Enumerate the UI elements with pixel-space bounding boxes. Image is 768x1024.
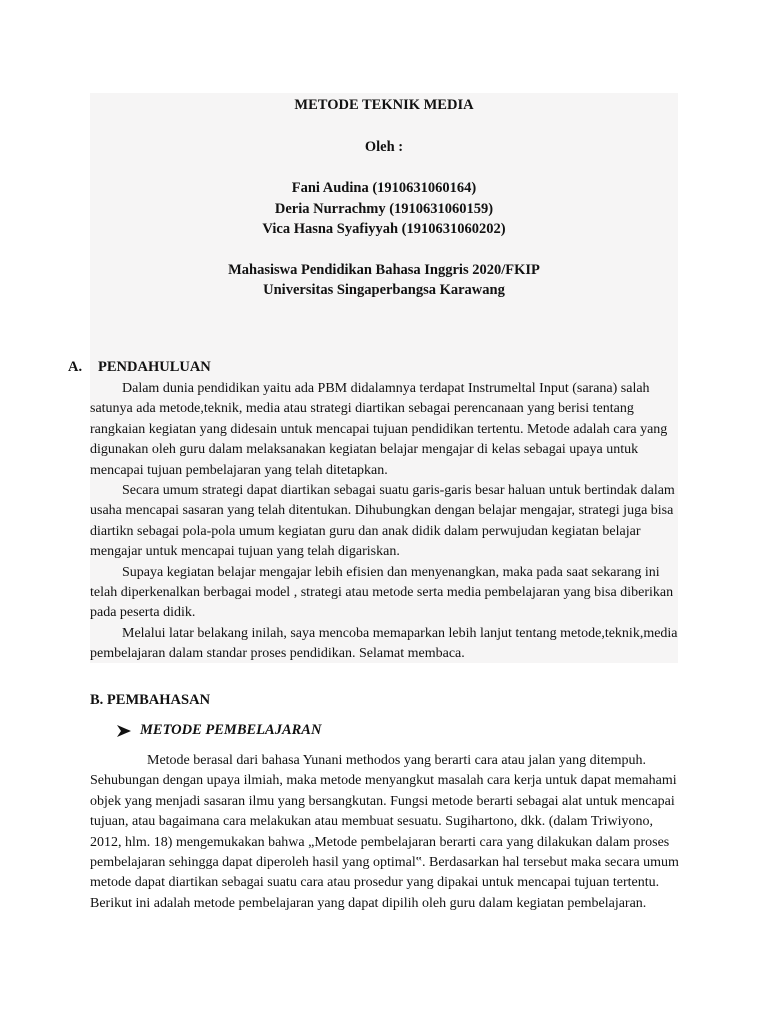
affiliation-university: Universitas Singaperbangsa Karawang — [263, 282, 505, 298]
section-a-body — [90, 379, 680, 665]
paragraph: Secara umum strategi dapat diartikan sebagai suatu garis-garis besar haluan untuk bertindak dalam usaha mencapai sasaran yang telah ditentukan. Dihubungkan dengan belajar mengajar, strategi juga bisa diartikn sebagai pola-pola umum kegiatan guru dan anak didik dalam perwujudan kegiatan belajar mengajar untuk mencapai tujuan yang telah digariskan. — [90, 483, 675, 560]
affiliation — [90, 260, 678, 301]
paragraph: Metode berasal dari bahasa Yunani methodos yang berarti cara atau jalan yang ditempuh. Sehubungan dengan upaya ilmiah, maka metode menyangkut masalah cara kerja untuk dapat memahami objek yang menjadi sasaran ilmu yang bersangkutan. Fungsi metode berarti sebagai alat untuk mencapai tujuan, atau bagaimana cara melakukan atau membuat sesuatu. Sugihartono, dkk. (dalam Triwiyono, 2012, hlm. 18) mengemukakan bahwa „Metode pembelajaran berarti cara yang dilakukan dalam proses pembelajaran sehingga dapat diperoleh hasil yang optimal‟. Berdasarkan hal tersebut maka secara umum metode dapat diartikan sebagai suatu cara atau prosedur yang dipakai untuk mencapai tujuan tertentu. Berikut ini adalah metode pembelajaran yang dapat dipilih oleh guru dalam kegiatan pembelajaran. — [90, 753, 679, 911]
author-1: Fani Audina (1910631060164) — [291, 180, 477, 196]
paragraph: Dalam dunia pendidikan yaitu ada PBM didalamnya terdapat Instrumeltal Input (sarana) salah satunya ada metode,teknik, media atau strategi diartikan sebagai perencanaan yang berisi tentang rangkaian kegiatan yang didesain untuk mencapai tujuan pendidikan tertentu. Metode adalah cara yang digunakan oleh guru dalam melaksanakan kegiatan belajar mengajar di kelas sebagai upaya untuk mencapai tujuan pembelajaran yang telah ditetapkan. — [90, 381, 668, 478]
section-a-number: A. — [68, 359, 83, 375]
author-3: Vica Hasna Syafiyyah (1910631060202) — [262, 221, 506, 237]
paragraph: Supaya kegiatan belajar mengajar lebih efisien dan menyenangkan, maka pada saat sekarang ini telah diperkenalkan berbagai model , strategi atau metode serta media pembelajaran yang bisa diberikan pada peserta didik. — [90, 564, 674, 621]
section-a-title: PENDAHULUAN — [98, 359, 211, 375]
affiliation-program: Mahasiswa Pendidikan Bahasa Inggris 2020/FKIP — [228, 261, 540, 278]
by-label: Oleh : — [364, 138, 404, 155]
title-block — [90, 93, 678, 301]
author-2: Deria Nurrachmy (1910631060159) — [274, 200, 494, 217]
arrowhead-bullet-icon — [116, 724, 132, 738]
subheading-metode — [116, 722, 321, 739]
subheading-text: METODE PEMBELAJARAN — [140, 722, 322, 738]
section-a-heading — [68, 359, 211, 376]
author-list — [90, 178, 678, 240]
section-b-heading: B. PEMBAHASAN — [90, 692, 211, 708]
document-title: METODE TEKNIK MEDIA — [294, 97, 474, 113]
section-b-body — [90, 751, 680, 914]
paragraph: Melalui latar belakang inilah, saya mencoba memaparkan lebih lanjut tentang metode,teknik,media pembelajaran dalam standar proses pendidikan. Selamat membaca. — [90, 625, 678, 662]
